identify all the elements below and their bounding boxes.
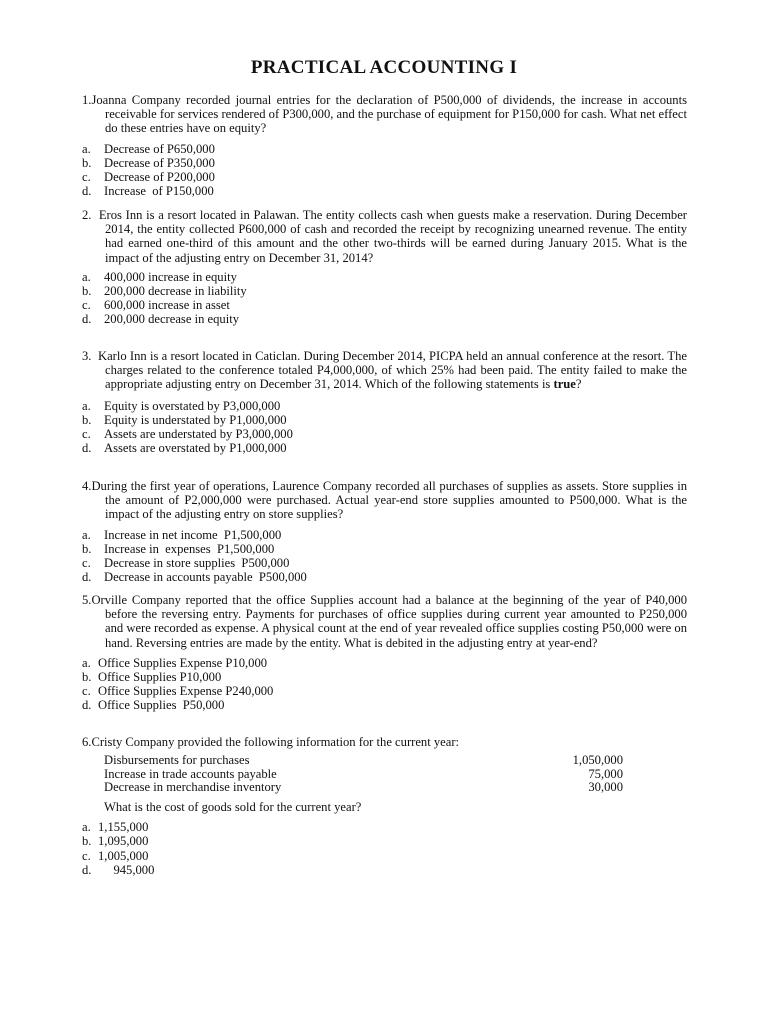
question-body: Karlo Inn is a resort located in Caticlan. During December 2014, PICPA held an annual conference at the resort. The charges related to the conference totaled P4,000,000, of which 25% had been paid. The entity failed to make the appropriate adjusting entry on December 31, 2014. Which of the following statements is bbox=[97, 349, 688, 392]
option-text: Assets are understated by P3,000,000 bbox=[104, 426, 293, 441]
option-letter: b. bbox=[82, 541, 92, 556]
option-letter: c. bbox=[82, 684, 91, 699]
row-amount: 1,050,000 bbox=[572, 753, 623, 768]
option-text: Decrease in store supplies P500,000 bbox=[104, 555, 290, 570]
option-a bbox=[82, 528, 687, 542]
option-d bbox=[82, 184, 687, 198]
page-title: PRACTICAL ACCOUNTING I bbox=[250, 57, 518, 78]
question-2-text bbox=[82, 208, 687, 265]
option-text: Equity is overstated by P3,000,000 bbox=[104, 398, 281, 413]
option-text: 600,000 increase in asset bbox=[104, 298, 230, 313]
question-5-text bbox=[82, 593, 687, 650]
option-text: Equity is understated by P1,000,000 bbox=[104, 412, 287, 427]
question-body: Eros Inn is a resort located in Palawan. The entity collects cash when guests make a reservation. During December 2014, the entity collected P600,000 of cash and recorded the receipt by recognizing unearned revenue. The entity had earned one-third of this amount and the other two-thirds will be earned during January 2015. What is the impact of the adjusting entry on December 31, 2014? bbox=[98, 208, 688, 265]
option-letter: d. bbox=[82, 570, 92, 585]
emphasis-true: true bbox=[553, 377, 576, 392]
question-number: 3. bbox=[82, 349, 92, 363]
option-text: Increase in expenses P1,500,000 bbox=[104, 541, 275, 556]
option-letter: b. bbox=[82, 670, 92, 684]
question-number: 5. bbox=[82, 593, 92, 607]
option-letter: b. bbox=[82, 284, 92, 298]
question-3-text bbox=[82, 349, 687, 392]
option-text: Increase in net income P1,500,000 bbox=[104, 527, 282, 542]
option-c bbox=[82, 556, 687, 570]
option-d bbox=[82, 441, 687, 455]
option-text: 945,000 bbox=[104, 862, 155, 877]
option-letter: d. bbox=[82, 312, 92, 327]
option-text: Decrease of P350,000 bbox=[104, 155, 215, 170]
row-label: Decrease in merchandise inventory bbox=[104, 780, 282, 795]
option-text: Office Supplies P50,000 bbox=[98, 698, 225, 713]
question-1-text bbox=[82, 93, 687, 136]
options-list bbox=[82, 270, 687, 327]
option-letter: a. bbox=[82, 820, 91, 835]
option-text: 200,000 decrease in liability bbox=[104, 284, 247, 298]
option-b bbox=[82, 542, 687, 556]
question-3 bbox=[82, 349, 687, 455]
table-row bbox=[104, 753, 687, 767]
option-text: 1,095,000 bbox=[98, 834, 149, 849]
option-letter: c. bbox=[82, 298, 91, 313]
question-number: 1. bbox=[82, 93, 92, 107]
question-4-text bbox=[82, 479, 687, 522]
question-body-end: ? bbox=[575, 377, 582, 392]
option-a bbox=[82, 820, 687, 834]
option-text: 1,005,000 bbox=[98, 848, 149, 863]
question-6-text bbox=[82, 735, 687, 749]
options-list bbox=[82, 399, 687, 456]
option-text: Office Supplies Expense P10,000 bbox=[98, 655, 268, 670]
row-label: Increase in trade accounts payable bbox=[104, 766, 277, 781]
option-a bbox=[82, 270, 687, 284]
question-2 bbox=[82, 208, 687, 327]
option-text: Decrease of P650,000 bbox=[104, 141, 215, 156]
option-text: Office Supplies Expense P240,000 bbox=[98, 684, 274, 699]
row-amount: 30,000 bbox=[588, 780, 623, 795]
option-letter: b. bbox=[82, 412, 92, 427]
option-text: 400,000 increase in equity bbox=[104, 269, 237, 284]
info-table bbox=[82, 753, 687, 794]
option-letter: c. bbox=[82, 426, 91, 441]
options-list bbox=[82, 528, 687, 585]
option-b bbox=[82, 670, 687, 684]
option-letter: c. bbox=[82, 169, 91, 184]
row-amount: 75,000 bbox=[588, 766, 623, 781]
option-letter: d. bbox=[82, 862, 92, 877]
option-c bbox=[82, 298, 687, 312]
question-body: Joanna Company recorded journal entries for the declaration of P500,000 of dividends, the increase in accounts receivable for services rendered of P300,000, and the purchase of equipment for P150,000 for cash. What net effect do these entries have on equity? bbox=[91, 93, 687, 136]
option-b bbox=[82, 156, 687, 170]
table-row bbox=[104, 767, 687, 781]
option-b bbox=[82, 834, 687, 848]
option-text: Decrease of P200,000 bbox=[104, 169, 215, 184]
option-c bbox=[82, 849, 687, 863]
option-b bbox=[82, 284, 687, 298]
option-letter: b. bbox=[82, 155, 92, 170]
option-text: 200,000 decrease in equity bbox=[104, 312, 239, 327]
option-text: Assets are overstated by P1,000,000 bbox=[104, 441, 287, 456]
options-list bbox=[82, 820, 687, 877]
option-letter: b. bbox=[82, 834, 92, 849]
options-list bbox=[82, 656, 687, 713]
option-letter: d. bbox=[82, 441, 92, 456]
question-body: Orville Company reported that the office Supplies account had a balance at the beginning of the year of P40,000 before the reversing entry. Payments for purchases of office supplies during current year amounted to P250,000 and were recorded as expense. A physical count at the end of year revealed office supplies costing P50,000 were on hand. Reversing entries are made by the entity. What is debited in the adjusting entry at year-end? bbox=[91, 593, 687, 650]
option-text: Office Supplies P10,000 bbox=[98, 670, 222, 684]
option-letter: c. bbox=[82, 555, 91, 570]
option-text: 1,155,000 bbox=[98, 820, 149, 835]
option-d bbox=[82, 570, 687, 584]
question-number: 4. bbox=[82, 479, 92, 493]
question-4 bbox=[82, 479, 687, 584]
option-letter: d. bbox=[82, 184, 92, 199]
option-a bbox=[82, 142, 687, 156]
option-letter: a. bbox=[82, 269, 91, 284]
option-a bbox=[82, 399, 687, 413]
option-text: Increase of P150,000 bbox=[104, 184, 214, 199]
option-letter: c. bbox=[82, 848, 91, 863]
option-letter: d. bbox=[82, 698, 92, 713]
question-body: During the first year of operations, Laurence Company recorded all purchases of supplies as assets. Store supplies in the amount of P2,000,000 were purchased. Actual year-end store supplies amounted to P500,000. What is the impact of the adjusting entry on store supplies? bbox=[91, 479, 687, 522]
row-label: Disbursements for purchases bbox=[104, 753, 250, 768]
option-d bbox=[82, 312, 687, 326]
question-number: 6. bbox=[82, 735, 92, 749]
option-d bbox=[82, 698, 687, 712]
table-row bbox=[104, 780, 687, 794]
question-5 bbox=[82, 593, 687, 713]
option-letter: a. bbox=[82, 398, 91, 413]
option-c bbox=[82, 427, 687, 441]
question-body: Cristy Company provided the following information for the current year: bbox=[91, 735, 460, 749]
option-c bbox=[82, 684, 687, 698]
option-a bbox=[82, 656, 687, 670]
option-b bbox=[82, 413, 687, 427]
question-number: 2. bbox=[82, 208, 92, 222]
option-d bbox=[82, 863, 687, 877]
option-letter: a. bbox=[82, 655, 91, 670]
option-letter: a. bbox=[82, 527, 91, 542]
question-6 bbox=[82, 735, 687, 877]
option-letter: a. bbox=[82, 141, 91, 156]
options-list bbox=[82, 142, 687, 199]
option-c bbox=[82, 170, 687, 184]
option-text: Decrease in accounts payable P500,000 bbox=[104, 570, 307, 585]
question-6-prompt: What is the cost of goods sold for the current year? bbox=[104, 799, 362, 814]
question-1 bbox=[82, 93, 687, 198]
